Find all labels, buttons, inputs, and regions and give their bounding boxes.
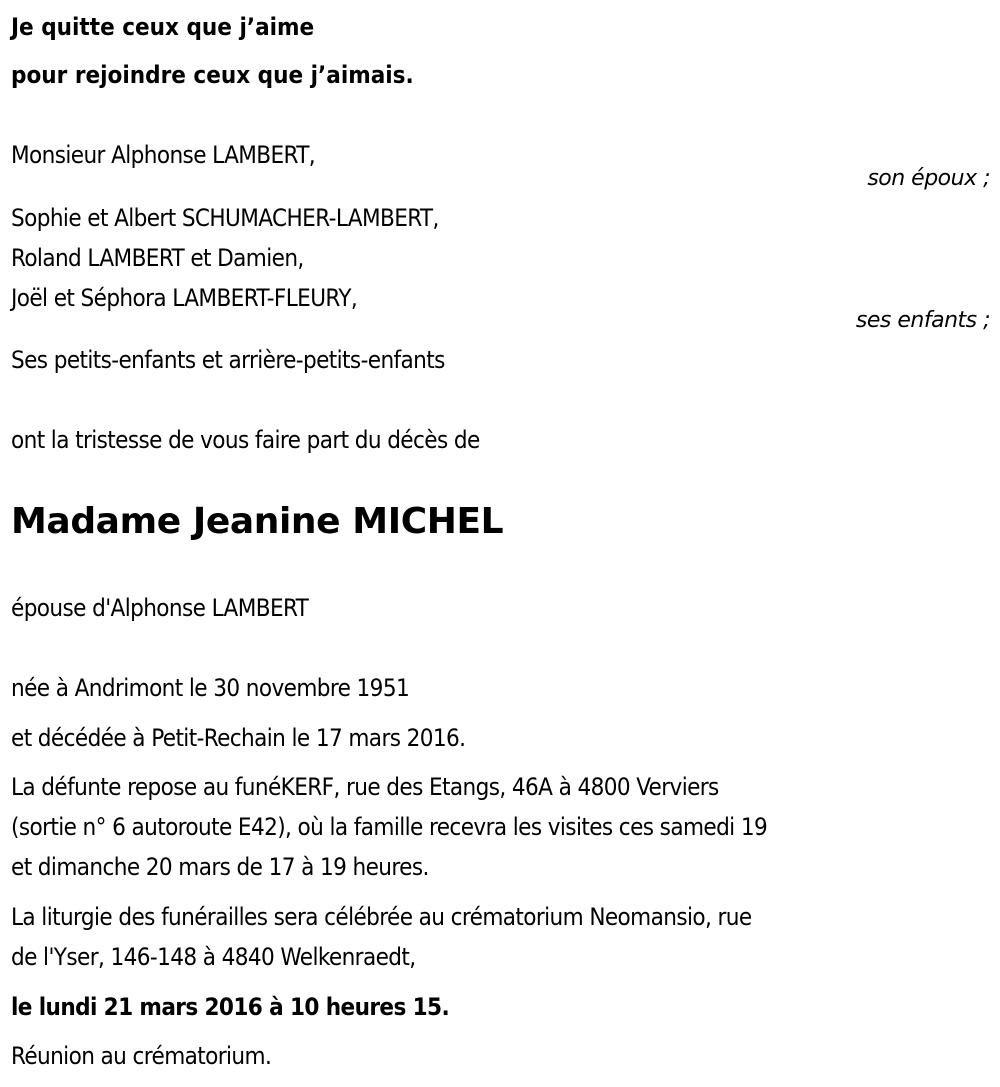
announcement-line: ont la tristesse de vous faire part du décès de	[11, 426, 480, 454]
visitation-line: (sortie n° 6 autoroute E42), où la famille recevra les visites ces samedi 19	[11, 813, 768, 841]
birth-line: née à Andrimont le 30 novembre 1951	[11, 674, 410, 702]
child-name: Sophie et Albert SCHUMACHER-LAMBERT,	[11, 204, 439, 232]
children-role: ses enfants ;	[855, 308, 990, 333]
child-name: Joël et Séphora LAMBERT-FLEURY,	[11, 284, 358, 312]
child-name: Roland LAMBERT et Damien,	[11, 244, 304, 272]
funeral-datetime: le lundi 21 mars 2016 à 10 heures 15.	[11, 993, 450, 1021]
grandchildren-line: Ses petits-enfants et arrière-petits-enfants	[11, 346, 445, 374]
visitation-line: La défunte repose au funéKERF, rue des Etangs, 46A à 4800 Verviers	[11, 773, 719, 801]
deceased-name: Madame Jeanine MICHEL	[11, 501, 504, 542]
spouse-role: son époux ;	[867, 166, 990, 191]
spouse-name: Monsieur Alphonse LAMBERT,	[11, 141, 316, 169]
quote-line-1: Je quitte ceux que j’aime	[11, 13, 315, 41]
visitation-line: et dimanche 20 mars de 17 à 19 heures.	[11, 853, 429, 881]
quote-line-2: pour rejoindre ceux que j’aimais.	[11, 61, 414, 89]
funeral-line: La liturgie des funérailles sera célébrée au crématorium Neomansio, rue	[11, 903, 752, 931]
reunion-line: Réunion au crématorium.	[11, 1042, 272, 1070]
spouse-of-line: épouse d'Alphonse LAMBERT	[11, 594, 309, 622]
death-line: et décédée à Petit-Rechain le 17 mars 2016.	[11, 724, 466, 752]
funeral-line: de l'Yser, 146-148 à 4840 Welkenraedt,	[11, 943, 416, 971]
